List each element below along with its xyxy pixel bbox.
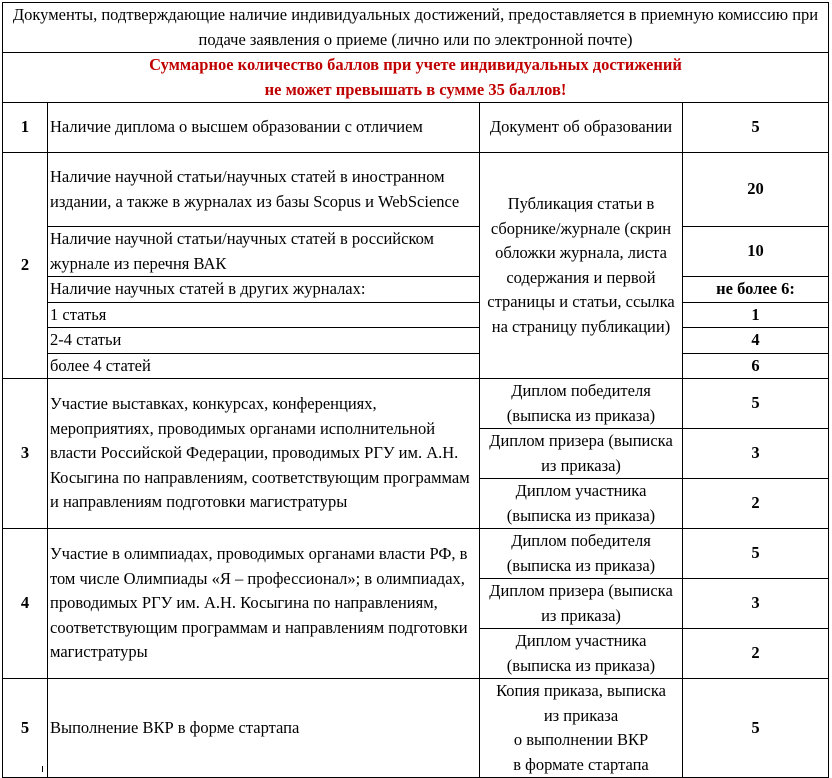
criterion-cell: Наличие научной статьи/научных статей в российском журнале из перечня ВАК	[48, 227, 480, 277]
points-cell: 4	[683, 328, 829, 354]
points-cell: 2	[683, 479, 829, 529]
table-row	[3, 103, 829, 153]
points-cell: не более 6:	[683, 277, 829, 303]
document-cell	[480, 679, 683, 778]
row-number: 5	[3, 679, 48, 778]
document-cell: Диплом победителя (выписка из приказа)	[480, 379, 683, 429]
table-row	[3, 353, 829, 379]
document-cell: Документ об образовании	[480, 103, 683, 153]
criterion-cell: 2-4 статьи	[48, 328, 480, 354]
table-row	[3, 277, 829, 303]
table-row	[3, 153, 829, 227]
table-row	[3, 227, 829, 277]
document-line: в формате стартапа	[513, 754, 649, 774]
document-line: Копия приказа, выписка	[496, 681, 666, 700]
document-line: из приказа	[543, 705, 619, 725]
points-cell: 20	[683, 153, 829, 227]
table-row	[3, 302, 829, 328]
criterion-cell: более 4 статей	[48, 353, 480, 379]
row-number: 4	[3, 529, 48, 679]
warning-line-2: не может превышать в сумме 35 баллов!	[264, 79, 567, 99]
points-cell: 3	[683, 579, 829, 629]
points-cell: 5	[683, 529, 829, 579]
page-mark	[42, 766, 43, 772]
document-cell: Диплом участника (выписка из приказа)	[480, 479, 683, 529]
criterion-cell: Выполнение ВКР в форме стартапа	[48, 679, 480, 778]
criterion-cell: Наличие диплома о высшем образовании с отличием	[48, 103, 480, 153]
criterion-cell: Участие в олимпиадах, проводимых органами власти РФ, в том числе Олимпиады «Я – профессионал»; в олимпиадах, проводимых РГУ им. А.Н. Косыгина по направлениям, соответствующим программам и направлениям подготовки магистратуры	[48, 529, 480, 679]
document-cell: Диплом призера (выписка из приказа)	[480, 579, 683, 629]
points-cell: 5	[683, 379, 829, 429]
document-cell: Диплом участника (выписка из приказа)	[480, 629, 683, 679]
criterion-cell: Наличие научной статьи/научных статей в иностранном издании, а также в журналах из базы Scopus и WebScience	[48, 153, 480, 227]
document-cell: Диплом победителя (выписка из приказа)	[480, 529, 683, 579]
row-number: 3	[3, 379, 48, 529]
points-cell: 2	[683, 629, 829, 679]
table-row	[3, 328, 829, 354]
document-line: о выполнении ВКР	[513, 730, 649, 749]
row-number: 2	[3, 153, 48, 379]
table-row	[3, 529, 829, 579]
points-cell: 1	[683, 302, 829, 328]
criterion-cell: Участие выставках, конкурсах, конференциях, мероприятиях, проводимых органами исполнительной власти Российской Федерации, проводимых РГУ им. А.Н. Косыгина по направлениям, соответствующим программам и направлениям подготовки магистратуры	[48, 379, 480, 529]
points-cell: 5	[683, 103, 829, 153]
achievements-table	[2, 2, 829, 778]
header-note: Документы, подтверждающие наличие индивидуальных достижений, предоставляется в приемную комиссию при подаче заявления о приеме (лично или по электронной почте)	[3, 3, 829, 53]
document-cell: Диплом призера (выписка из приказа)	[480, 429, 683, 479]
row-number: 1	[3, 103, 48, 153]
points-cell: 10	[683, 227, 829, 277]
warning-line-1: Суммарное количество баллов при учете индивидуальных достижений	[149, 55, 682, 74]
table-row	[3, 379, 829, 429]
points-limit-warning	[3, 53, 829, 103]
criterion-cell: Наличие научных статей в других журналах:	[48, 277, 480, 303]
criterion-cell: 1 статья	[48, 302, 480, 328]
points-cell: 6	[683, 353, 829, 379]
table-row	[3, 679, 829, 778]
points-cell: 5	[683, 679, 829, 778]
points-cell: 3	[683, 429, 829, 479]
document-cell: Публикация статьи в сборнике/журнале (скрин обложки журнала, листа содержания и первой страницы и статьи, ссылка на страницу публикации)	[480, 153, 683, 379]
